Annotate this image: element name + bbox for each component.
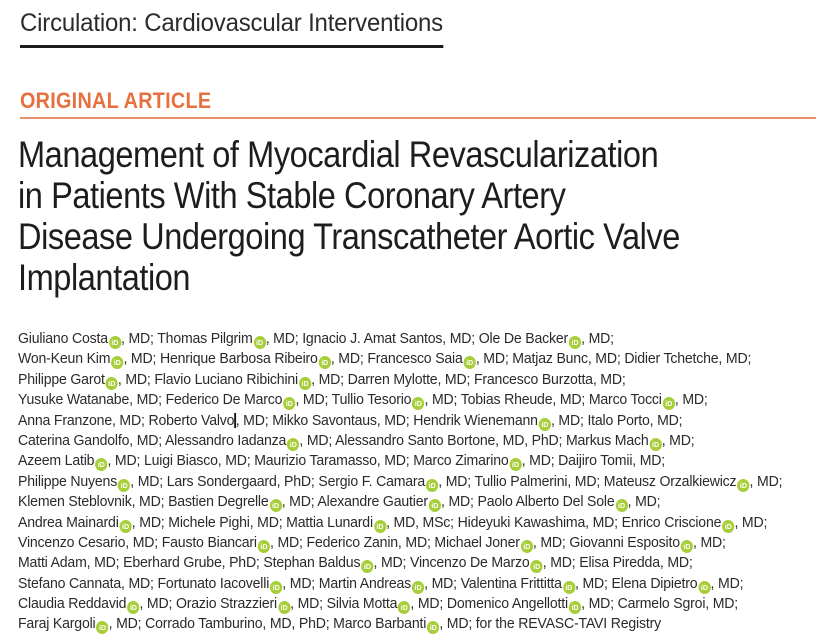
author-name: Azeem Latib bbox=[18, 452, 95, 470]
author-name: Henrique Barbosa Ribeiro bbox=[159, 350, 318, 368]
orcid-icon[interactable]: iD bbox=[569, 601, 581, 614]
author-line bbox=[18, 472, 782, 492]
orcid-icon[interactable]: iD bbox=[283, 397, 295, 410]
author-name: Hideyuki Kawashima bbox=[457, 513, 586, 531]
author-degrees: , MD; bbox=[129, 391, 166, 409]
author-degrees: , MD; bbox=[111, 411, 149, 429]
author-name: Marco Barbanti bbox=[333, 615, 427, 633]
author-degrees: , MD; bbox=[290, 595, 327, 613]
author-name: Marco Zimarino bbox=[413, 452, 509, 470]
author-name: Claudia Reddavid bbox=[18, 595, 127, 613]
author-name: Enrico Criscione bbox=[621, 513, 722, 531]
author-name: Markus Mach bbox=[565, 431, 649, 449]
author-name: Philippe Nuyens bbox=[18, 472, 118, 490]
orcid-icon[interactable]: iD bbox=[287, 438, 299, 451]
author-line bbox=[18, 431, 782, 451]
author-degrees: , MD; bbox=[117, 370, 155, 388]
author-degrees: , MD; bbox=[265, 330, 303, 347]
article-title bbox=[18, 134, 770, 298]
author-degrees: , MD; bbox=[659, 554, 693, 572]
author-degrees: , MD; bbox=[125, 533, 162, 551]
author-name: Didier Tchetche bbox=[624, 350, 719, 368]
author-degrees: , MD; bbox=[574, 574, 612, 592]
author-line bbox=[18, 513, 782, 533]
author-line bbox=[18, 594, 782, 614]
author-degrees: , MD; bbox=[674, 391, 708, 409]
author-degrees: , MD; bbox=[249, 513, 287, 531]
author-name: Francesco Saia bbox=[367, 350, 463, 368]
author-name: Maurizio Taramasso bbox=[254, 452, 377, 470]
author-degrees: , MD; bbox=[581, 330, 614, 347]
orcid-icon[interactable]: iD bbox=[429, 499, 441, 512]
author-name: Sergio F. Camara bbox=[318, 472, 426, 490]
author-name: Mikko Savontaus bbox=[272, 411, 377, 429]
author-name: Tullio Palmerini bbox=[474, 472, 568, 490]
author-degrees: , MD; bbox=[86, 554, 124, 572]
author-degrees: , MD; bbox=[130, 472, 167, 490]
author-degrees: , MD; bbox=[592, 370, 626, 388]
author-degrees: , MD; bbox=[129, 431, 165, 449]
orcid-icon[interactable]: iD bbox=[649, 438, 661, 451]
author-degrees: , MD; bbox=[661, 431, 695, 449]
author-degrees: , MD; bbox=[542, 554, 580, 572]
author-degrees: , MD; bbox=[270, 533, 307, 551]
orcid-icon[interactable]: iD bbox=[412, 581, 424, 594]
author-degrees: , MD; bbox=[424, 574, 461, 592]
article-category-rule bbox=[20, 88, 816, 119]
author-degrees: , MD; bbox=[121, 330, 158, 347]
author-degrees: , PhD; bbox=[221, 554, 264, 572]
author-name: Faraj Kargoli bbox=[18, 615, 96, 633]
author-name: Martin Andreas bbox=[318, 574, 411, 592]
orcid-icon[interactable]: iD bbox=[258, 540, 270, 553]
author-name: Paolo Alberto Del Sole bbox=[477, 493, 615, 511]
author-degrees: , MD; bbox=[108, 615, 146, 633]
orcid-icon[interactable]: iD bbox=[563, 581, 575, 594]
author-line bbox=[18, 614, 782, 634]
author-degrees: , MD; bbox=[693, 533, 726, 551]
author-degrees: , MD; bbox=[749, 472, 783, 490]
orcid-icon[interactable]: iD bbox=[509, 458, 521, 471]
author-degrees: , MD; bbox=[439, 615, 476, 633]
author-name: Flavio Luciano Ribichini bbox=[154, 370, 298, 388]
author-name: Fortunato Iacovelli bbox=[157, 574, 270, 592]
orcid-icon[interactable]: iD bbox=[663, 397, 675, 410]
author-degrees: , MD; bbox=[376, 411, 414, 429]
author-degrees: , MD; bbox=[217, 452, 255, 470]
author-name: Michele Pighi bbox=[168, 513, 250, 531]
author-name: Michael Joner bbox=[434, 533, 520, 551]
orcid-icon[interactable]: iD bbox=[270, 581, 282, 594]
orcid-icon[interactable]: iD bbox=[398, 601, 410, 614]
author-name: Giovanni Esposito bbox=[569, 533, 680, 551]
author-degrees: , MD; bbox=[718, 350, 752, 368]
author-degrees: , MD; bbox=[585, 513, 622, 531]
author-name: Alessandro Santo Bortone bbox=[335, 431, 496, 449]
author-degrees: , MD; bbox=[632, 452, 666, 470]
author-name: Thomas Pilgrim bbox=[157, 330, 253, 347]
author-name: Fausto Biancari bbox=[161, 533, 257, 551]
author-line bbox=[18, 411, 782, 431]
author-name: Philippe Garot bbox=[18, 370, 105, 388]
author-degrees: , MD; bbox=[532, 533, 570, 551]
author-name: Italo Porto bbox=[587, 411, 650, 429]
author-name: Vincenzo Cesario bbox=[18, 533, 126, 551]
author-line bbox=[18, 390, 782, 410]
author-degrees: , MD; bbox=[734, 513, 768, 531]
orcid-icon[interactable]: iD bbox=[106, 377, 118, 390]
author-degrees: , MD; bbox=[550, 411, 588, 429]
author-name: Silvia Motta bbox=[326, 595, 398, 613]
author-degrees: , MD; bbox=[295, 391, 332, 409]
title-line: Implantation bbox=[18, 257, 191, 298]
orcid-icon[interactable]: iD bbox=[109, 336, 121, 349]
author-name: Alessandro Iadanza bbox=[164, 431, 287, 449]
author-name: Won-Keun Kim bbox=[18, 350, 111, 368]
orcid-icon[interactable]: iD bbox=[615, 499, 627, 512]
author-degrees: , MD; bbox=[581, 595, 618, 613]
author-degrees: , MD; bbox=[410, 595, 447, 613]
author-degrees: , MD; bbox=[552, 391, 589, 409]
author-degrees: , MD; bbox=[123, 350, 160, 368]
author-name: Matti Adam bbox=[18, 554, 87, 572]
orcid-icon[interactable]: iD bbox=[569, 336, 581, 349]
author-name: Ole De Backer bbox=[478, 330, 569, 347]
author-degrees: , MD; bbox=[376, 452, 414, 470]
orcid-icon[interactable]: iD bbox=[412, 397, 424, 410]
orcid-icon[interactable]: iD bbox=[319, 356, 331, 369]
author-degrees: , MD; bbox=[131, 513, 169, 531]
author-name: Stefano Cannata bbox=[18, 574, 122, 592]
author-line bbox=[18, 553, 782, 573]
orcid-icon[interactable]: iD bbox=[722, 520, 734, 533]
author-degrees: , MD; bbox=[397, 533, 435, 551]
title-line: in Patients With Stable Coronary Artery bbox=[18, 175, 566, 216]
article-category-label: ORIGINAL ARTICLE bbox=[20, 88, 212, 113]
author-name: Carmelo Sgroi bbox=[617, 595, 706, 613]
author-name: Roberto Valvo bbox=[148, 411, 235, 429]
author-line bbox=[18, 349, 782, 369]
orcid-icon[interactable]: iD bbox=[737, 479, 749, 492]
author-degrees: , MD; bbox=[442, 330, 479, 347]
author-name: Mateusz Orzalkiewicz bbox=[603, 472, 737, 490]
orcid-icon[interactable]: iD bbox=[426, 479, 438, 492]
orcid-icon[interactable]: iD bbox=[361, 560, 373, 573]
author-name: Federico Zanin bbox=[306, 533, 398, 551]
author-name: Luigi Biasco bbox=[143, 452, 218, 470]
author-name: Orazio Strazzieri bbox=[175, 595, 277, 613]
author-degrees: , MD; bbox=[330, 350, 368, 368]
author-degrees: , MD, PhD; bbox=[262, 615, 334, 633]
author-degrees: , MD; bbox=[627, 493, 661, 511]
author-degrees: , MD; bbox=[705, 595, 739, 613]
author-name: Yusuke Watanabe bbox=[18, 391, 130, 409]
author-name: Ignacio J. Amat Santos bbox=[302, 330, 443, 347]
author-name: for the REVASC-TAVI Registry bbox=[475, 615, 661, 633]
author-line bbox=[18, 370, 782, 390]
author-name: Vincenzo De Marzo bbox=[409, 554, 530, 572]
author-degrees: , MD, MSc; bbox=[386, 513, 458, 531]
author-name: Eberhard Grube bbox=[123, 554, 222, 572]
author-name: Valentina Frittitta bbox=[460, 574, 562, 592]
author-name: Elena Dipietro bbox=[611, 574, 698, 592]
author-degrees: , MD; bbox=[475, 350, 513, 368]
author-name: Andrea Mainardi bbox=[18, 513, 119, 531]
author-degrees: , MD; bbox=[235, 411, 273, 429]
title-line: Management of Myocardial Revascularization bbox=[18, 134, 659, 175]
author-name: Bastien Degrelle bbox=[168, 493, 269, 511]
author-name: Tullio Tesorio bbox=[331, 391, 412, 409]
author-degrees: , MD; bbox=[521, 452, 559, 470]
author-degrees: , MD; bbox=[649, 411, 683, 429]
orcid-icon[interactable]: iD bbox=[464, 356, 476, 369]
author-line bbox=[18, 451, 782, 471]
orcid-icon[interactable]: iD bbox=[681, 540, 693, 553]
author-name: Darren Mylotte bbox=[347, 370, 438, 388]
author-name: Daijiro Tomii bbox=[558, 452, 633, 470]
author-degrees: , MD; bbox=[567, 472, 604, 490]
author-name: Matjaz Bunc bbox=[512, 350, 588, 368]
author-name: Stephan Baldus bbox=[263, 554, 361, 572]
author-degrees: , MD; bbox=[299, 431, 336, 449]
author-degrees: , MD; bbox=[281, 493, 318, 511]
author-name: Alexandre Gautier bbox=[317, 493, 428, 511]
author-name: Domenico Angellotti bbox=[446, 595, 568, 613]
orcid-icon[interactable]: iD bbox=[278, 601, 290, 614]
author-degrees: , MD; bbox=[710, 574, 744, 592]
author-degrees: , MD; bbox=[441, 493, 478, 511]
orcid-icon[interactable]: iD bbox=[374, 520, 386, 533]
author-degrees: , MD; bbox=[139, 595, 176, 613]
author-degrees: , MD; bbox=[311, 370, 348, 388]
orcid-icon[interactable]: iD bbox=[111, 356, 123, 369]
journal-title-link[interactable]: Circulation: Cardiovascular Interventions bbox=[20, 9, 443, 48]
orcid-icon[interactable]: iD bbox=[539, 418, 551, 431]
orcid-icon[interactable]: iD bbox=[95, 458, 107, 471]
author-degrees: , MD; bbox=[424, 391, 461, 409]
orcid-icon[interactable]: iD bbox=[269, 499, 281, 512]
author-degrees: , MD; bbox=[131, 493, 169, 511]
author-name: Mattia Lunardi bbox=[286, 513, 373, 531]
author-name: Lars Sondergaard bbox=[166, 472, 277, 490]
author-line bbox=[18, 574, 782, 594]
author-name: Corrado Tamburino bbox=[145, 615, 263, 633]
author-name: Hendrik Wienemann bbox=[413, 411, 538, 429]
author-degrees: , MD; bbox=[373, 554, 410, 572]
orcid-icon[interactable]: iD bbox=[118, 479, 130, 492]
author-name: Klemen Steblovnik bbox=[18, 493, 132, 511]
author-name: Francesco Burzotta bbox=[473, 370, 593, 388]
title-line: Disease Undergoing Transcatheter Aortic Valve bbox=[18, 216, 680, 257]
orcid-icon[interactable]: iD bbox=[253, 336, 265, 349]
orcid-icon[interactable]: iD bbox=[427, 621, 439, 634]
author-name: Federico De Marco bbox=[165, 391, 283, 409]
orcid-icon[interactable]: iD bbox=[299, 377, 311, 390]
author-name: Elisa Piredda bbox=[579, 554, 660, 572]
author-degrees: , PhD; bbox=[276, 472, 319, 490]
author-line bbox=[18, 492, 782, 512]
author-degrees: , MD, PhD; bbox=[495, 431, 566, 449]
orcid-icon[interactable]: iD bbox=[531, 560, 543, 573]
orcid-icon[interactable]: iD bbox=[120, 520, 132, 533]
author-line bbox=[18, 329, 782, 349]
orcid-icon[interactable]: iD bbox=[521, 540, 533, 553]
author-degrees: , MD; bbox=[437, 370, 474, 388]
author-name: Caterina Gandolfo bbox=[18, 431, 130, 449]
orcid-icon[interactable]: iD bbox=[96, 621, 108, 634]
author-name: Marco Tocci bbox=[588, 391, 662, 409]
author-degrees: , MD; bbox=[107, 452, 144, 470]
author-degrees: , MD; bbox=[438, 472, 475, 490]
author-degrees: , MD; bbox=[121, 574, 158, 592]
author-name: Giuliano Costa bbox=[18, 330, 108, 347]
author-degrees: , MD; bbox=[282, 574, 319, 592]
author-name: Anna Franzone bbox=[18, 411, 112, 429]
author-name: Tobias Rheude bbox=[460, 391, 553, 409]
author-degrees: , MD; bbox=[587, 350, 625, 368]
author-line bbox=[18, 533, 782, 553]
author-list bbox=[18, 329, 827, 635]
orcid-icon[interactable]: iD bbox=[698, 581, 710, 594]
journal-header bbox=[20, 9, 461, 48]
orcid-icon[interactable]: iD bbox=[127, 601, 139, 614]
